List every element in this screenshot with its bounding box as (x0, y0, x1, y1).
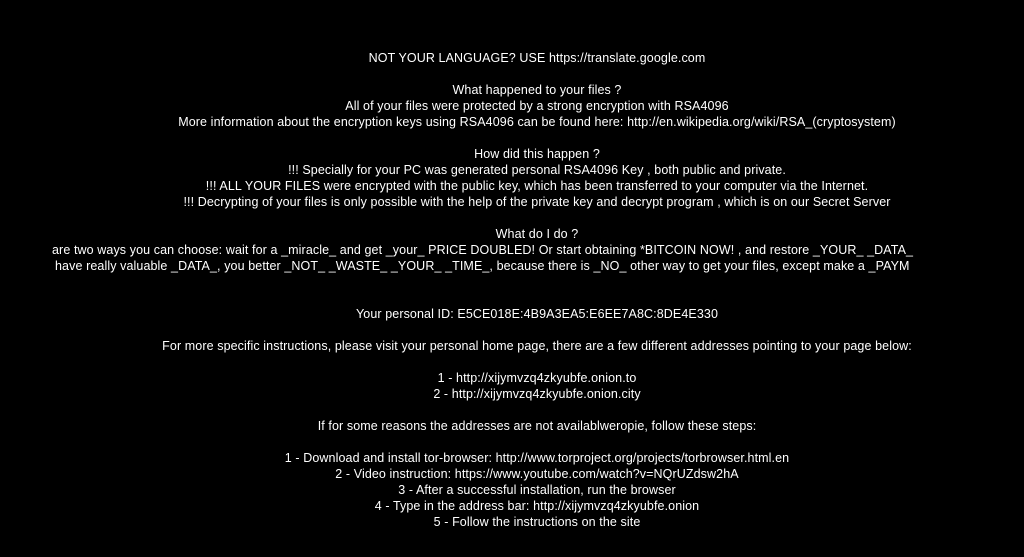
step-item: 2 - Video instruction: https://www.youtube.com/watch?v=NQrUZdsw2hA (335, 467, 739, 481)
fallback-title: If for some reasons the addresses are not availablweropie, follow these steps: (317, 419, 757, 433)
how-did-line-2: !!! ALL YOUR FILES were encrypted with the public key, which has been transferred to your computer via the Internet. (205, 179, 869, 193)
language-note: NOT YOUR LANGUAGE? USE https://translate.google.com (368, 51, 706, 65)
step-item: 3 - After a successful installation, run the browser (398, 483, 676, 497)
how-did-title: How did this happen ? (474, 147, 600, 161)
what-happened-line-2: More information about the encryption keys using RSA4096 can be found here: http://en.wikipedia.org/wiki/RSA_(cryptosystem) (178, 115, 896, 129)
what-do-title: What do I do ? (495, 227, 579, 241)
what-do-line-1: are two ways you can choose: wait for a _miracle_ and get _your_ PRICE DOUBLED! Or start obtaining *BITCOIN NOW! , and restore _YOUR_ _DATA_ (52, 243, 914, 257)
personal-id: Your personal ID: E5CE018E:4B9A3EA5:E6EE7A8C:8DE4E330 (355, 307, 718, 321)
step-item: 1 - Download and install tor-browser: http://www.torproject.org/projects/torbrowser.html.en (284, 451, 790, 465)
what-do-line-2: have really valuable _DATA_, you better _NOT_ _WASTE_ _YOUR_ _TIME_, because there is _NO_ other way to get your files, except make a _PAYM (55, 259, 910, 273)
how-did-line-3: !!! Decrypting of your files is only possible with the help of the private key and decrypt program , which is on our Secret Server (183, 195, 891, 209)
what-happened-title: What happened to your files ? (452, 83, 622, 97)
step-item: 4 - Type in the address bar: http://xijymvzq4zkyubfe.onion (374, 499, 700, 513)
what-happened-line-1: All of your files were protected by a strong encryption with RSA4096 (345, 99, 729, 113)
address-item: 1 - http://xijymvzq4zkyubfe.onion.to (437, 371, 637, 385)
address-item: 2 - http://xijymvzq4zkyubfe.onion.city (433, 387, 641, 401)
instructions-intro: For more specific instructions, please visit your personal home page, there are a few different addresses pointing to your page below: (162, 339, 912, 353)
step-item: 5 - Follow the instructions on the site (433, 515, 641, 529)
how-did-line-1: !!! Specially for your PC was generated personal RSA4096 Key , both public and private. (288, 163, 786, 177)
